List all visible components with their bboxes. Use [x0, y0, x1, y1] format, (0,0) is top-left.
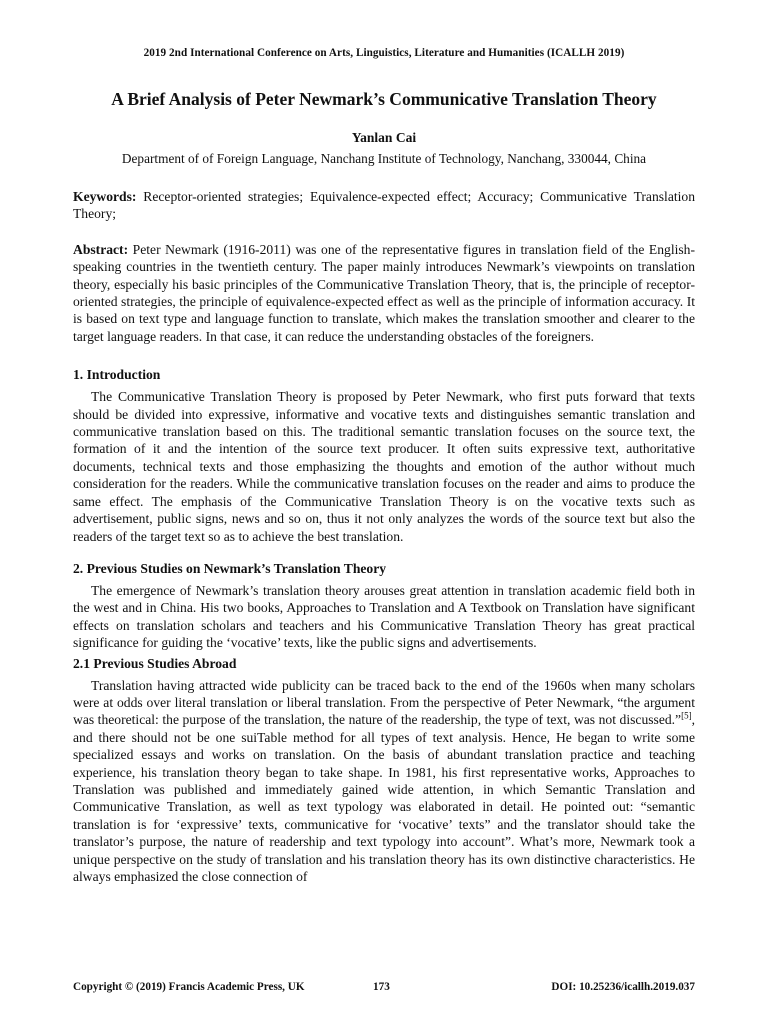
doi-label: DOI: 10.25236/icallh.2019.037 — [551, 981, 695, 993]
keywords-paragraph — [73, 188, 695, 223]
introduction-paragraph: The Communicative Translation Theory is proposed by Peter Newmark, who first puts forward that texts should be divided into expressive, informative and vocative texts and distinguishes semantic translation and communicative translation based on this. The traditional semantic translation focuses on the source text, the formation of it and the intention of the source text producer. It often suits expressive text, authoritative documents, technical texts and those emphasizing the thoughts and emotion of the author without much consideration for the readers. While the communicative translation focuses on the reader and aims to produce the same effect. The emphasis of the Communicative Translation Theory is on the vocative texts such as advertisement, public signs, news and so on, thus it not only analyzes the words of the source text but also the readers of the target text so as to achieve the best translation. — [73, 389, 695, 544]
abroad-text-part-1: Translation having attracted wide publicity can be traced back to the end of the 1960s when many scholars were at odds over literal translation or liberal translation. From the perspective of Peter Newmark, “the argument was theoretical: the purpose of the translation, the nature of the readership, the type of text, was not discussed.” — [73, 677, 695, 728]
copyright-notice: Copyright © (2019) Francis Academic Press, UK — [73, 981, 305, 993]
abstract-label: Abstract: — [73, 241, 129, 257]
subsection-heading-previous-studies-abroad: 2.1 Previous Studies Abroad — [73, 655, 237, 671]
page-number: 173 — [373, 981, 390, 993]
keywords-label: Keywords: — [73, 189, 137, 204]
abstract-paragraph — [73, 241, 695, 345]
abroad-text-part-2: , and there should not be one suiTable method for all types of text analysis. Hence, He began to write some specialized essays and works on translation. On the basis of abundant translation practice and teaching experience, his translation theory began to take shape. In 1981, his first representative works, Approaches to Translation was published and immediately gained wide attention, in which Semantic Translation and Communicative Translation, as well as text typology was elaborated in detail. He pointed out: “semantic translation is for ‘expressive’ texts, communicative for ‘vocative’ texts” and the translator should take the translator’s purpose, the nature of readership and text typology into account”. What’s more, Newmark took a unique perspective on the study of translation and his translation theory has its own distinctive characteristics. He always emphasized the close connection of — [73, 712, 695, 884]
keywords-text: Receptor-oriented strategies; Equivalence-expected effect; Accuracy; Communicative Translation Theory; — [73, 189, 695, 222]
citation-reference: [5] — [681, 710, 692, 721]
previous-studies-abroad-paragraph — [73, 677, 695, 886]
section-heading-introduction: 1. Introduction — [73, 367, 161, 383]
author-affiliation: Department of of Foreign Language, Nanchang Institute of Technology, Nanchang, 330044, China — [121, 151, 647, 166]
page-footer — [73, 981, 695, 997]
abstract-text: Peter Newmark (1916-2011) was one of the representative figures in translation field of the English-speaking countries in the twentieth century. The paper mainly introduces Newmark’s viewpoints on translation theory, especially his basic principles of the Communicative Translation Theory, that is, the principle of receptor-oriented strategies, the principle of equivalence-expected effect as well as the principle of information accuracy. It is based on text type and language function to translate, which makes the translation smoother and clearer to the target language readers. In that case, it can reduce the understanding obstacles of the foreigners. — [73, 241, 695, 344]
section-heading-previous-studies: 2. Previous Studies on Newmark’s Translation Theory — [73, 560, 387, 576]
author-name: Yanlan Cai — [351, 130, 417, 145]
paper-title: A Brief Analysis of Peter Newmark’s Communicative Translation Theory — [111, 89, 657, 109]
previous-studies-paragraph: The emergence of Newmark’s translation theory arouses great attention in translation academic field both in the west and in China. His two books, Approaches to Translation and A Textbook on Translation have significant effects on translation scholars and teachers and his Communicative Translation Theory has great practical significance for guiding the ‘vocative’ texts, like the public signs and advertisements. — [73, 582, 695, 651]
conference-header: 2019 2nd International Conference on Arts, Linguistics, Literature and Humanities (ICALLH 2019) — [143, 47, 625, 59]
